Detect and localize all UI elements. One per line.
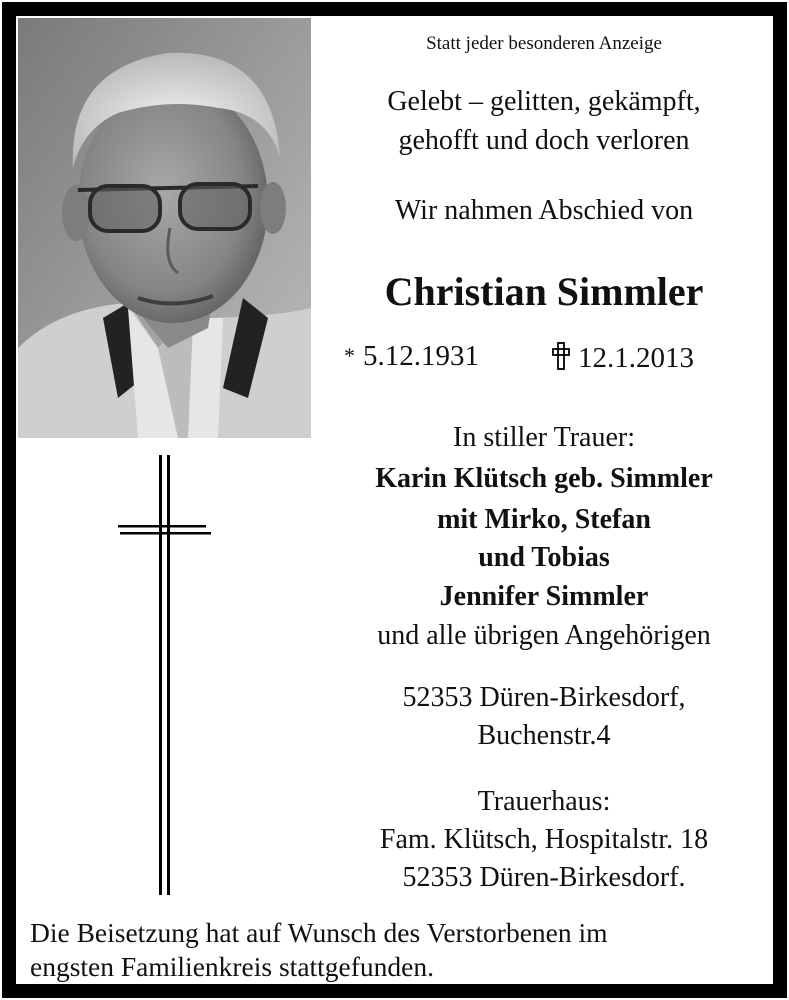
portrait-photo bbox=[18, 18, 311, 438]
mourner-line-3: und Tobias bbox=[478, 542, 610, 573]
relatives-text: und alle übrigen Angehörigen bbox=[377, 620, 711, 651]
birth-date: 5.12.1931 bbox=[363, 340, 479, 372]
death-date-group bbox=[552, 342, 694, 373]
mourner-line-2: mit Mirko, Stefan bbox=[437, 504, 651, 535]
notice-text bbox=[318, 0, 770, 1000]
motto-line-2: gehofft und doch verloren bbox=[398, 125, 690, 156]
mourner-line-1: Karin Klütsch geb. Simmler bbox=[375, 463, 713, 494]
birth-star-icon: * bbox=[344, 343, 355, 368]
house-address-line-2: 52353 Düren-Birkesdorf. bbox=[402, 862, 686, 893]
motto-line-1: Gelebt – gelitten, gekämpft, bbox=[387, 86, 701, 117]
mourning-intro: In stiller Trauer: bbox=[453, 422, 635, 453]
burial-notice bbox=[30, 916, 765, 984]
life-dates bbox=[318, 342, 770, 382]
cross-icon bbox=[115, 455, 215, 905]
address-line-1: 52353 Düren-Birkesdorf, bbox=[402, 682, 686, 713]
address-line-2: Buchenstr.4 bbox=[477, 720, 611, 751]
intro-text: Wir nahmen Abschied von bbox=[394, 195, 694, 226]
dagger-cross-icon bbox=[552, 342, 570, 370]
footer-line-2: engsten Familienkreis stattgefunden. bbox=[30, 951, 435, 982]
footer-line-1: Die Beisetzung hat auf Wunsch des Verstorbenen im bbox=[30, 917, 608, 948]
birth-date-group bbox=[344, 342, 479, 371]
house-address-line-1: Fam. Klütsch, Hospitalstr. 18 bbox=[379, 824, 709, 855]
death-date: 12.1.2013 bbox=[578, 342, 694, 374]
header-text: Statt jeder besonderen Anzeige bbox=[426, 33, 662, 54]
house-label: Trauerhaus: bbox=[477, 786, 611, 817]
mourner-line-4: Jennifer Simmler bbox=[439, 581, 649, 612]
deceased-name: Christian Simmler bbox=[384, 269, 704, 314]
